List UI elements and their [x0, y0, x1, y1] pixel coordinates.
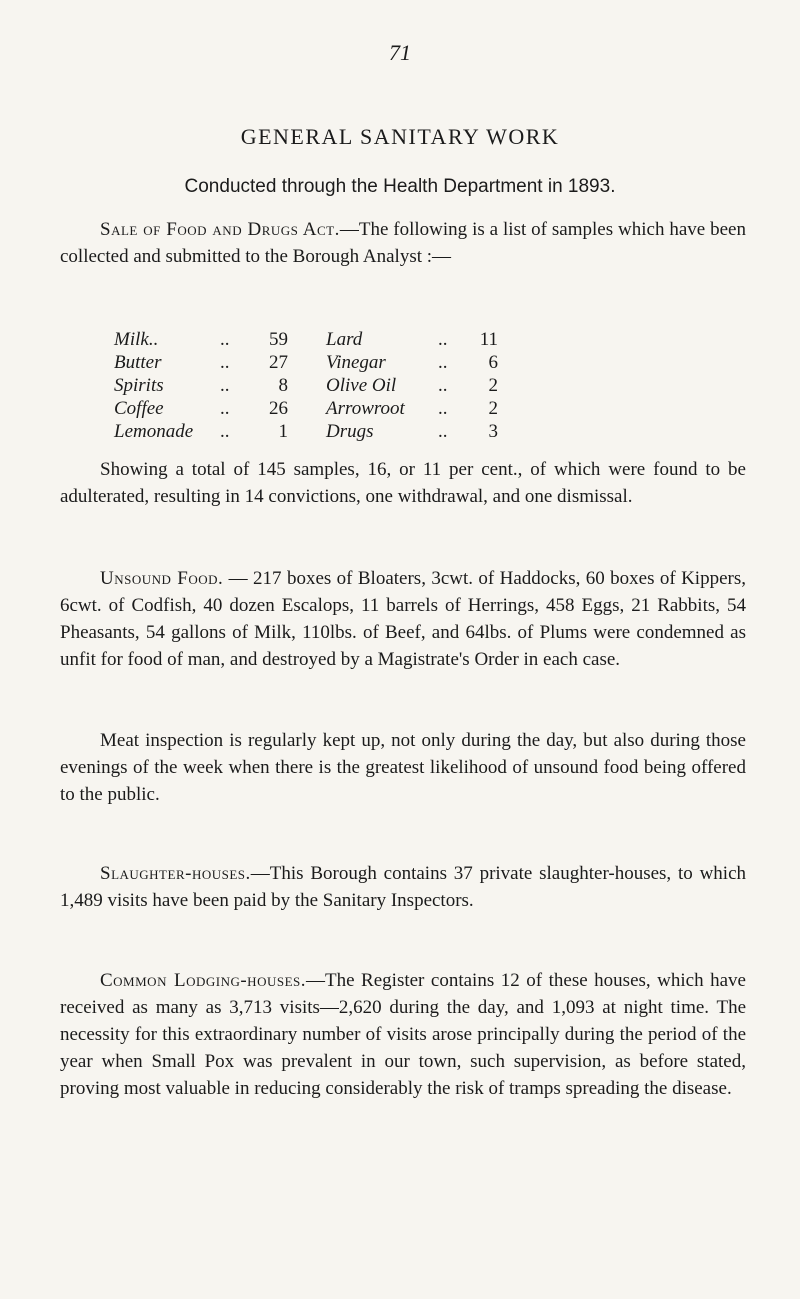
sample-name: Arrowroot [326, 398, 405, 419]
sample-count: 2 [488, 398, 498, 419]
unsound-food-text: — 217 boxes of Bloaters, 3cwt. of Haddocks, 60 boxes of Kippers, 6cwt. of Codfish, 40 dozen Escalops, 11 barrels of Herrings, 458 Eggs, 21 Rabbits, 54 Pheasants, 54 gallons of Milk, 110lbs. of Beef, and 64lbs. of Plums were condemned as unfit for food of man, and destroyed by a Magistrate's Order in each case. [60, 568, 746, 670]
sample-count: 6 [488, 352, 498, 373]
table-row [114, 397, 498, 420]
table-row [114, 351, 498, 374]
page-number: 71 [389, 40, 411, 65]
sample-name: Milk.. [114, 329, 159, 350]
leader-dots: .. [438, 398, 448, 419]
samples-table [114, 328, 498, 443]
slaughter-houses-paragraph [60, 860, 746, 914]
leader-dots: .. [220, 398, 230, 419]
food-drugs-heading: Sale of Food and Drugs Act. [100, 219, 340, 240]
sample-name: Vinegar [326, 352, 386, 373]
unsound-food-heading: Unsound Food. [100, 568, 224, 589]
lodging-houses-paragraph [60, 967, 746, 1102]
leader-dots: .. [438, 421, 448, 442]
food-drugs-text: —The following is a list of samples which have been collected and submitted to the Borough Analyst :— [60, 219, 746, 267]
showing-paragraph: Showing a total of 145 samples, 16, or 11 per cent., of which were found to be adulterated, resulting in 14 convictions, one withdrawal, and one dismissal. [60, 459, 746, 507]
leader-dots: .. [438, 329, 448, 350]
sample-name: Olive Oil [326, 375, 397, 396]
column-gap [288, 374, 326, 397]
sample-name: Coffee [114, 398, 164, 419]
food-drugs-paragraph [60, 216, 746, 270]
sample-name: Lard [326, 329, 363, 350]
page-subtitle: Conducted through the Health Department in 1893. [184, 176, 616, 197]
meat-inspection-paragraph: Meat inspection is regularly kept up, not only during the day, but also during those evenings of the week when there is the greatest likelihood of unsound food being offered to the public. [60, 730, 746, 805]
leader-dots: .. [438, 352, 448, 373]
table-row [114, 420, 498, 443]
slaughter-houses-heading: Slaughter-houses. [100, 863, 251, 884]
leader-dots: .. [220, 421, 230, 442]
sample-count: 2 [488, 375, 498, 396]
sample-name: Spirits [114, 375, 164, 396]
column-gap [288, 328, 326, 351]
sample-count: 59 [269, 329, 288, 350]
sample-name: Butter [114, 352, 162, 373]
leader-dots: .. [220, 352, 230, 373]
leader-dots: .. [438, 375, 448, 396]
column-gap [288, 351, 326, 374]
leader-dots: .. [220, 329, 230, 350]
sample-count: 1 [278, 421, 288, 442]
sample-name: Lemonade [114, 421, 194, 442]
table-row [114, 328, 498, 351]
page-title: GENERAL SANITARY WORK [240, 124, 560, 149]
column-gap [288, 397, 326, 420]
sample-count: 26 [269, 398, 288, 419]
slaughter-houses-text: —This Borough contains 37 private slaughter-houses, to which 1,489 visits have been paid by the Sanitary Inspectors. [60, 863, 746, 911]
sample-count: 27 [269, 352, 288, 373]
sample-count: 8 [278, 375, 288, 396]
lodging-houses-text: —The Register contains 12 of these houses, which have received as many as 3,713 visits—2,620 during the day, and 1,093 at night time. The necessity for this extraordinary number of visits arose principally during the period of the year when Small Pox was prevalent in our town, such supervision, as before stated, proving most valuable in reducing considerably the risk of tramps spreading the disease. [60, 970, 746, 1099]
column-gap [288, 420, 326, 443]
lodging-houses-heading: Common Lodging-houses. [100, 970, 306, 991]
sample-name: Drugs [326, 421, 374, 442]
sample-count: 3 [488, 421, 498, 442]
table-row [114, 374, 498, 397]
unsound-food-paragraph [60, 565, 746, 673]
leader-dots: .. [220, 375, 230, 396]
sample-count: 11 [479, 329, 498, 350]
